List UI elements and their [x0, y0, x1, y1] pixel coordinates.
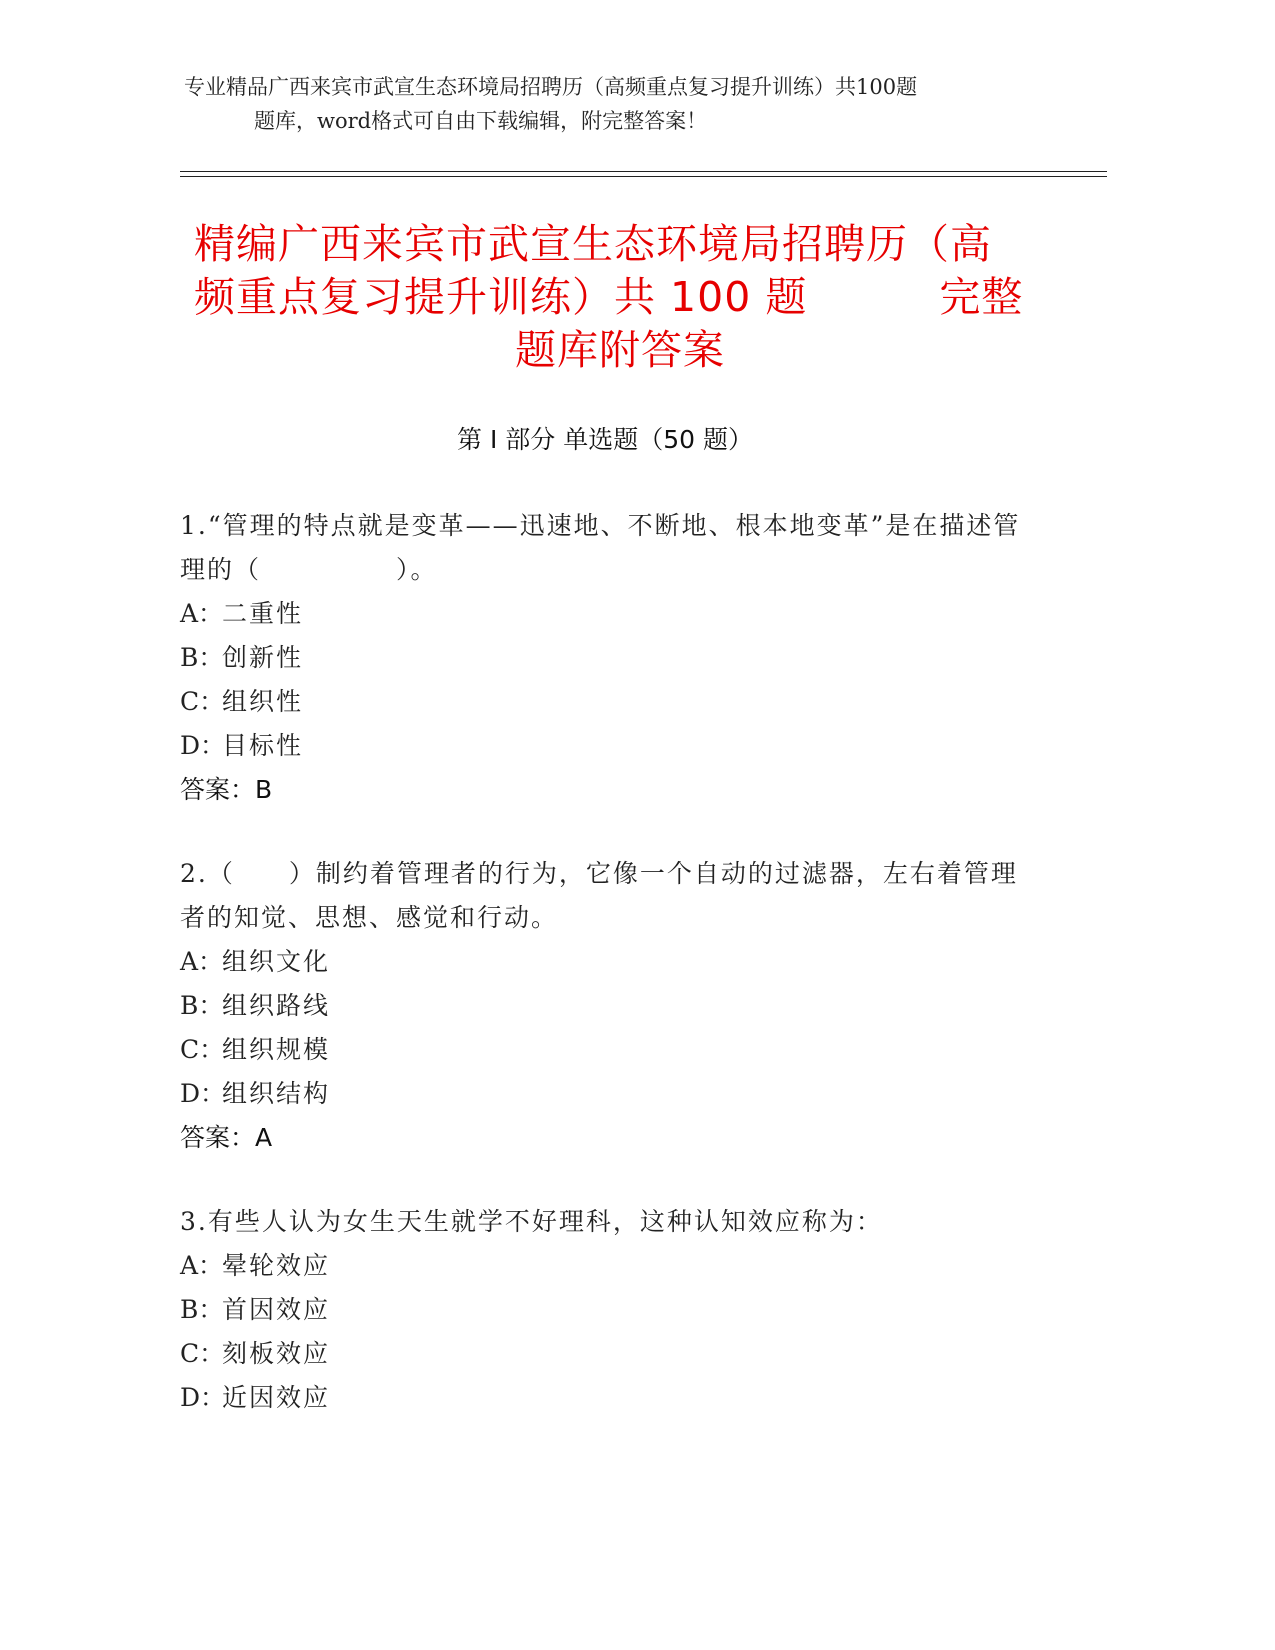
option-key: C： — [180, 1339, 225, 1368]
option-c — [180, 1332, 1030, 1376]
option-text: 组织规模 — [222, 1035, 331, 1064]
option-key: C： — [180, 1035, 225, 1064]
option-text: 目标性 — [222, 731, 304, 760]
document-title — [180, 218, 1050, 377]
header-line-1: 专业精品广西来宾市武宣生态环境局招聘历（高频重点复习提升训练）共100题 — [184, 75, 918, 99]
option-a — [180, 1244, 1030, 1288]
option-text: 晕轮效应 — [222, 1251, 331, 1280]
document-header — [180, 70, 1080, 138]
title-line-3: 题库附答案 — [515, 326, 725, 374]
option-d — [180, 724, 1030, 768]
question-3 — [180, 1200, 1030, 1420]
option-key: B： — [180, 991, 224, 1020]
option-key: B： — [180, 1295, 224, 1324]
option-c — [180, 680, 1030, 724]
title-line-2-part-a: 频重点复习提升训练）共 100 题 — [194, 273, 808, 321]
option-key: D： — [180, 1079, 226, 1108]
answer-line: 答案：A — [180, 1123, 273, 1152]
header-divider-bottom — [180, 176, 1107, 177]
answer-line: 答案：B — [180, 775, 273, 804]
question-stem: 2.（ ）制约着管理者的行为，它像一个自动的过滤器，左右着管理者的知觉、思想、感觉和行动。 — [180, 859, 1018, 932]
option-text: 刻板效应 — [222, 1339, 331, 1368]
option-key: C： — [180, 687, 225, 716]
title-line-1: 精编广西来宾市武宣生态环境局招聘历（高 — [194, 220, 992, 268]
option-d — [180, 1072, 1030, 1116]
question-stem: 3.有些人认为女生天生就学不好理科，这种认知效应称为： — [180, 1207, 883, 1236]
option-key: B： — [180, 643, 224, 672]
option-text: 近因效应 — [222, 1383, 331, 1412]
option-d — [180, 1376, 1030, 1420]
section-heading: 第 I 部分 单选题（50 题） — [457, 425, 753, 454]
option-text: 组织性 — [222, 687, 304, 716]
option-key: D： — [180, 1383, 226, 1412]
option-b — [180, 984, 1030, 1028]
question-2 — [180, 852, 1030, 1160]
option-a — [180, 940, 1030, 984]
option-b — [180, 1288, 1030, 1332]
option-b — [180, 636, 1030, 680]
header-divider-top — [180, 171, 1107, 172]
question-list — [180, 504, 1030, 1460]
option-key: A： — [180, 599, 224, 628]
option-c — [180, 1028, 1030, 1072]
option-a — [180, 592, 1030, 636]
question-stem: 1.“管理的特点就是变革——迅速地、不断地、根本地变革”是在描述管理的（ ）。 — [180, 511, 1021, 584]
header-line-2: 题库，word格式可自由下载编辑，附完整答案！ — [254, 109, 708, 133]
option-text: 组织路线 — [222, 991, 331, 1020]
option-text: 组织结构 — [222, 1079, 331, 1108]
option-text: 创新性 — [222, 643, 304, 672]
option-text: 组织文化 — [222, 947, 331, 976]
option-key: D： — [180, 731, 226, 760]
title-line-2-part-b: 完整 — [939, 273, 1024, 321]
option-text: 二重性 — [222, 599, 304, 628]
title-line-2 — [180, 271, 1050, 324]
question-1 — [180, 504, 1030, 812]
option-key: A： — [180, 1251, 224, 1280]
option-key: A： — [180, 947, 224, 976]
option-text: 首因效应 — [222, 1295, 331, 1324]
